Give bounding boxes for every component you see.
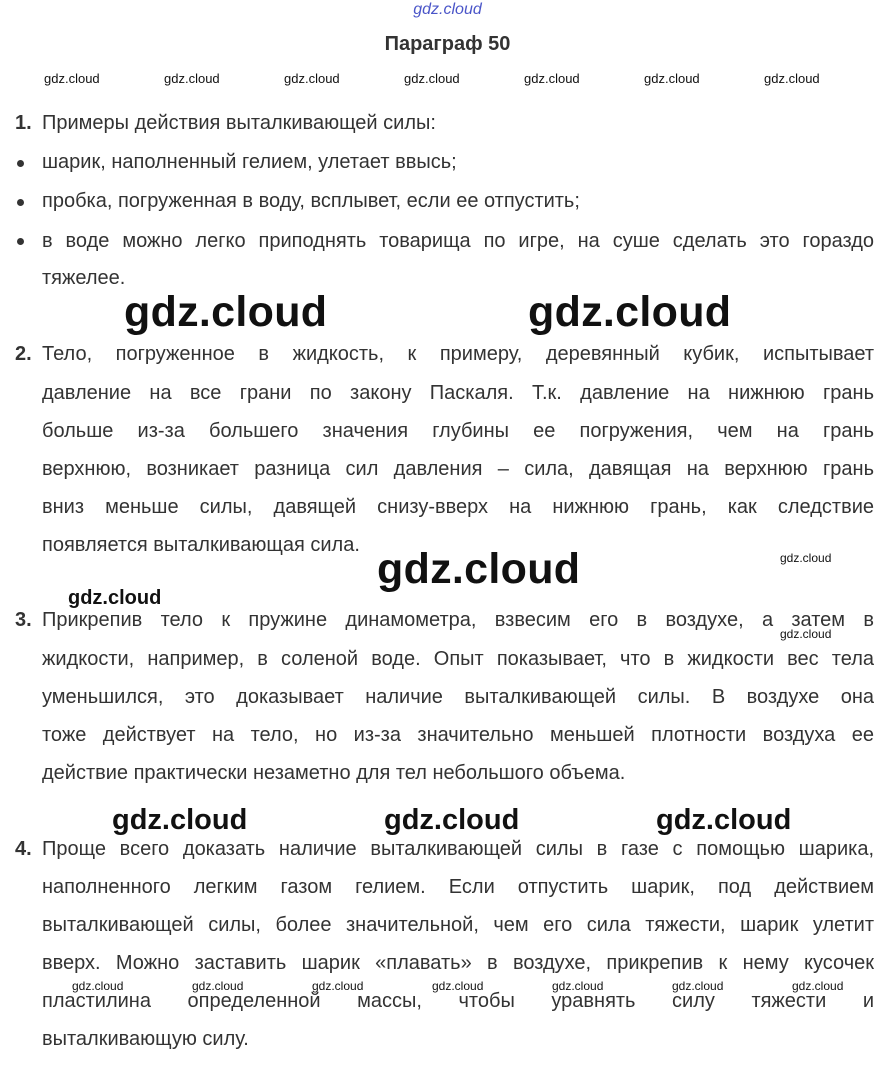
bullet-text: в воде можно легко приподнять товарища по игре, на суше сделать это гораздо — [42, 230, 874, 252]
item3-line: тоже действует на тело, но из-за значительно меньшей плотности воздуха ее — [42, 724, 874, 746]
item4-line: выталкивающей силы, более значительной, чем его сила тяжести, шарик улетит — [42, 914, 874, 936]
bullet-icon — [17, 238, 24, 245]
watermark-top: gdz.cloud — [413, 1, 482, 18]
item3-line: действие практически незаметно для тел небольшого объема. — [42, 762, 626, 784]
item4-line: наполненного легким газом гелием. Если отпустить шарик, под действием — [42, 876, 874, 898]
item3-line: уменьшился, это доказывает наличие выталкивающей силы. В воздухе она — [42, 686, 874, 708]
item-number: 4. — [15, 838, 32, 860]
watermark: gdz.cloud — [192, 979, 244, 993]
watermark: gdz.cloud — [404, 71, 460, 86]
watermark: gdz.cloud — [764, 71, 820, 86]
watermark: gdz.cloud — [656, 804, 792, 836]
watermark: gdz.cloud — [112, 804, 248, 836]
item4-line: пластилина определенной массы, чтобы уравнять силу тяжести и — [42, 990, 874, 1012]
item-number: 3. — [15, 609, 32, 631]
bullet-icon — [17, 160, 24, 167]
item2-line: больше из-за большего значения глубины ее погружения, чем на грань — [42, 420, 874, 442]
watermark: gdz.cloud — [432, 979, 484, 993]
watermark: gdz.cloud — [44, 71, 100, 86]
watermark: gdz.cloud — [780, 627, 832, 641]
watermark: gdz.cloud — [644, 71, 700, 86]
watermark: gdz.cloud — [124, 288, 328, 336]
item1-intro: Примеры действия выталкивающей силы: — [42, 112, 436, 134]
watermark: gdz.cloud — [72, 979, 124, 993]
item-number: 2. — [15, 343, 32, 365]
watermark: gdz.cloud — [780, 551, 832, 565]
item2-line: Тело, погруженное в жидкость, к примеру, деревянный кубик, испытывает — [42, 343, 874, 365]
bullet-text: пробка, погруженная в воду, всплывет, если ее отпустить; — [42, 190, 580, 212]
item4-line: вверх. Можно заставить шарик «плавать» в воздухе, прикрепив к нему кусочек — [42, 952, 874, 974]
watermark: gdz.cloud — [164, 71, 220, 86]
item2-line: давление на все грани по закону Паскаля. Т.к. давление на нижнюю грань — [42, 382, 874, 404]
item4-line: выталкивающую силу. — [42, 1028, 249, 1050]
bullet-text: шарик, наполненный гелием, улетает ввысь; — [42, 151, 457, 173]
item2-line: появляется выталкивающая сила. — [42, 534, 360, 556]
watermark: gdz.cloud — [284, 71, 340, 86]
item-number: 1. — [15, 112, 32, 134]
item3-line: Прикрепив тело к пружине динамометра, взвесим его в воздухе, а затем в — [42, 609, 874, 631]
item2-line: верхнюю, возникает разница сил давления – сила, давящая на верхнюю грань — [42, 458, 874, 480]
watermark: gdz.cloud — [312, 979, 364, 993]
item3-line: жидкости, например, в соленой воде. Опыт показывает, что в жидкости вес тела — [42, 648, 874, 670]
watermark: gdz.cloud — [552, 979, 604, 993]
page-title: Параграф 50 — [384, 33, 511, 55]
watermark: gdz.cloud — [384, 804, 520, 836]
item4-line: Проще всего доказать наличие выталкивающей силы в газе с помощью шарика, — [42, 838, 874, 860]
watermark: gdz.cloud — [377, 545, 581, 593]
bullet-icon — [17, 199, 24, 206]
watermark: gdz.cloud — [524, 71, 580, 86]
watermark: gdz.cloud — [792, 979, 844, 993]
watermark: gdz.cloud — [528, 288, 732, 336]
watermark: gdz.cloud — [68, 587, 162, 609]
item2-line: вниз меньше силы, давящей снизу-вверх на нижнюю грань, как следствие — [42, 496, 874, 518]
watermark: gdz.cloud — [672, 979, 724, 993]
bullet-text-cont: тяжелее. — [42, 267, 126, 289]
